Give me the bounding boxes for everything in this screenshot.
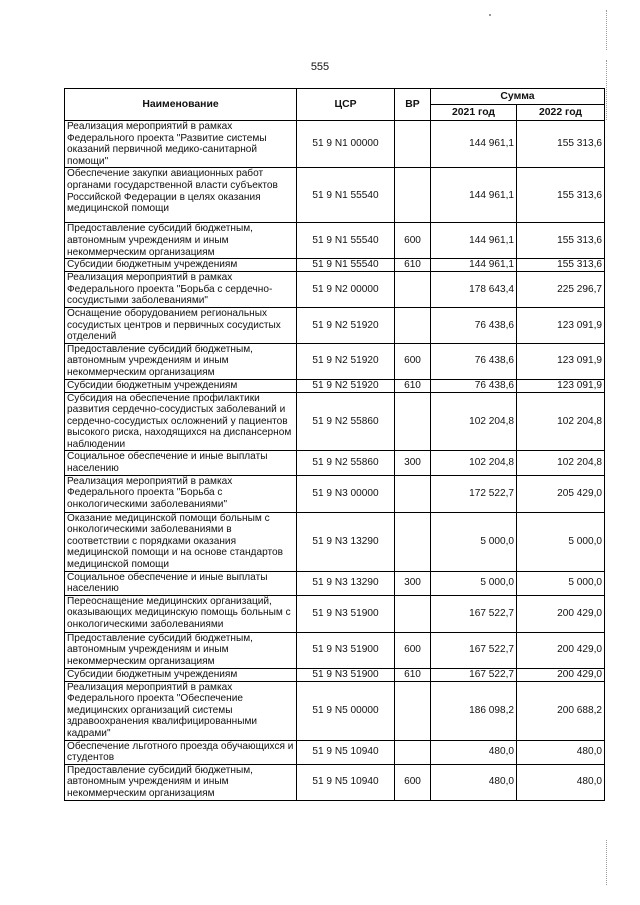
row-csr: 51 9 N1 55540 [297, 223, 395, 259]
row-vr [395, 595, 431, 632]
row-name: Переоснащение медицинских организаций, оказывающих медицинскую помощь больным с онкологическими заболеваниями [65, 595, 297, 632]
row-sum-2021: 178 643,4 [431, 272, 517, 308]
row-sum-2022: 200 688,2 [517, 681, 605, 740]
table-row [65, 681, 605, 740]
table-row [65, 392, 605, 451]
scan-dot [489, 14, 491, 16]
row-sum-2022: 480,0 [517, 740, 605, 764]
row-sum-2021: 144 961,1 [431, 259, 517, 272]
row-sum-2022: 205 429,0 [517, 475, 605, 512]
row-name: Социальное обеспечение и иные выплаты населению [65, 571, 297, 595]
row-sum-2022: 480,0 [517, 764, 605, 800]
row-vr [395, 392, 431, 451]
row-vr [395, 121, 431, 168]
row-csr: 51 9 N5 10940 [297, 740, 395, 764]
row-sum-2021: 480,0 [431, 740, 517, 764]
row-sum-2022: 155 313,6 [517, 223, 605, 259]
budget-table [64, 88, 605, 801]
row-vr [395, 307, 431, 343]
row-csr: 51 9 N2 51920 [297, 307, 395, 343]
row-name: Обеспечение льготного проезда обучающихся и студентов [65, 740, 297, 764]
row-csr: 51 9 N3 51900 [297, 632, 395, 668]
row-csr: 51 9 N2 55860 [297, 392, 395, 451]
row-vr [395, 272, 431, 308]
header-year-2021: 2021 год [431, 105, 517, 121]
table-row [65, 451, 605, 475]
row-sum-2022: 200 429,0 [517, 632, 605, 668]
row-vr: 610 [395, 259, 431, 272]
row-csr: 51 9 N1 55540 [297, 168, 395, 223]
row-csr: 51 9 N2 51920 [297, 343, 395, 379]
row-csr: 51 9 N2 55860 [297, 451, 395, 475]
row-csr: 51 9 N3 51900 [297, 668, 395, 681]
table-row [65, 668, 605, 681]
row-sum-2021: 144 961,1 [431, 168, 517, 223]
table-row [65, 343, 605, 379]
row-vr: 600 [395, 764, 431, 800]
row-sum-2021: 5 000,0 [431, 512, 517, 571]
header-vr: ВР [395, 89, 431, 121]
row-sum-2021: 167 522,7 [431, 668, 517, 681]
table-row [65, 259, 605, 272]
row-name: Субсидии бюджетным учреждениям [65, 379, 297, 392]
row-sum-2022: 200 429,0 [517, 668, 605, 681]
row-sum-2022: 155 313,6 [517, 121, 605, 168]
row-csr: 51 9 N5 00000 [297, 681, 395, 740]
table-row [65, 595, 605, 632]
row-sum-2022: 123 091,9 [517, 379, 605, 392]
table-header [65, 89, 605, 121]
table-row [65, 121, 605, 168]
row-sum-2021: 186 098,2 [431, 681, 517, 740]
row-vr [395, 740, 431, 764]
row-sum-2022: 5 000,0 [517, 571, 605, 595]
table-row [65, 168, 605, 223]
row-csr: 51 9 N3 13290 [297, 512, 395, 571]
row-name: Субсидии бюджетным учреждениям [65, 668, 297, 681]
row-name: Реализация мероприятий в рамках Федерального проекта "Борьба с онкологическими заболеваниями" [65, 475, 297, 512]
row-sum-2021: 480,0 [431, 764, 517, 800]
row-csr: 51 9 N3 51900 [297, 595, 395, 632]
table-row [65, 307, 605, 343]
row-sum-2022: 123 091,9 [517, 307, 605, 343]
row-sum-2022: 225 296,7 [517, 272, 605, 308]
row-sum-2022: 123 091,9 [517, 343, 605, 379]
row-name: Предоставление субсидий бюджетным, автономным учреждениям и иным некоммерческим организациям [65, 343, 297, 379]
row-sum-2021: 76 438,6 [431, 379, 517, 392]
row-name: Обеспечение закупки авиационных работ органами государственной власти субъектов Российской Федерации в целях оказания медицинской помощи [65, 168, 297, 223]
row-sum-2021: 102 204,8 [431, 451, 517, 475]
row-vr [395, 681, 431, 740]
row-csr: 51 9 N3 13290 [297, 571, 395, 595]
row-sum-2021: 102 204,8 [431, 392, 517, 451]
row-sum-2021: 144 961,1 [431, 223, 517, 259]
row-name: Реализация мероприятий в рамках Федерального проекта "Развитие системы оказаний первичной медико-санитарной помощи" [65, 121, 297, 168]
row-vr [395, 168, 431, 223]
table-row [65, 379, 605, 392]
row-csr: 51 9 N2 00000 [297, 272, 395, 308]
row-sum-2021: 172 522,7 [431, 475, 517, 512]
table-row [65, 764, 605, 800]
table-row [65, 272, 605, 308]
header-csr: ЦСР [297, 89, 395, 121]
header-year-2022: 2022 год [517, 105, 605, 121]
row-csr: 51 9 N1 00000 [297, 121, 395, 168]
table-row [65, 571, 605, 595]
header-name: Наименование [65, 89, 297, 121]
row-vr: 600 [395, 223, 431, 259]
row-name: Субсидия на обеспечение профилактики развития сердечно-сосудистых заболеваний и сердечно-сосудистых осложнений у пациентов высокого риска, находящихся на диспансерном наблюдении [65, 392, 297, 451]
row-csr: 51 9 N3 00000 [297, 475, 395, 512]
row-name: Предоставление субсидий бюджетным, автономным учреждениям и иным некоммерческим организациям [65, 223, 297, 259]
row-sum-2022: 102 204,8 [517, 451, 605, 475]
scan-edge-mark [606, 60, 607, 120]
row-vr: 610 [395, 379, 431, 392]
row-name: Социальное обеспечение и иные выплаты населению [65, 451, 297, 475]
row-sum-2022: 155 313,6 [517, 168, 605, 223]
row-name: Оказание медицинской помощи больным с онкологическими заболеваниями в соответствии с порядками оказания медицинской помощи и на основе стандартов медицинской помощи [65, 512, 297, 571]
row-sum-2021: 76 438,6 [431, 343, 517, 379]
row-csr: 51 9 N2 51920 [297, 379, 395, 392]
row-name: Субсидии бюджетным учреждениям [65, 259, 297, 272]
table-row [65, 632, 605, 668]
row-name: Реализация мероприятий в рамках Федерального проекта "Борьба с сердечно-сосудистыми заболеваниями" [65, 272, 297, 308]
row-vr [395, 512, 431, 571]
row-sum-2021: 167 522,7 [431, 595, 517, 632]
row-csr: 51 9 N5 10940 [297, 764, 395, 800]
row-vr: 610 [395, 668, 431, 681]
table-row [65, 512, 605, 571]
row-sum-2021: 76 438,6 [431, 307, 517, 343]
row-sum-2022: 102 204,8 [517, 392, 605, 451]
table-body [65, 121, 605, 801]
row-vr [395, 475, 431, 512]
row-sum-2021: 144 961,1 [431, 121, 517, 168]
table-row [65, 740, 605, 764]
row-name: Предоставление субсидий бюджетным, автономным учреждениям и иным некоммерческим организациям [65, 632, 297, 668]
row-sum-2022: 200 429,0 [517, 595, 605, 632]
page-number: 555 [310, 61, 330, 73]
row-name: Оснащение оборудованием региональных сосудистых центров и первичных сосудистых отделений [65, 307, 297, 343]
row-vr: 300 [395, 571, 431, 595]
row-csr: 51 9 N1 55540 [297, 259, 395, 272]
row-vr: 600 [395, 632, 431, 668]
row-name: Предоставление субсидий бюджетным, автономным учреждениям и иным некоммерческим организациям [65, 764, 297, 800]
header-sum: Сумма [431, 89, 605, 105]
row-sum-2021: 167 522,7 [431, 632, 517, 668]
table-row [65, 475, 605, 512]
table-row [65, 223, 605, 259]
row-sum-2022: 155 313,6 [517, 259, 605, 272]
row-sum-2021: 5 000,0 [431, 571, 517, 595]
scan-edge-mark [606, 10, 607, 50]
row-name: Реализация мероприятий в рамках Федерального проекта "Обеспечение медицинских организаций системы здравоохранения квалифицированными кадрами" [65, 681, 297, 740]
row-vr: 300 [395, 451, 431, 475]
row-sum-2022: 5 000,0 [517, 512, 605, 571]
scan-edge-mark [606, 840, 607, 885]
row-vr: 600 [395, 343, 431, 379]
